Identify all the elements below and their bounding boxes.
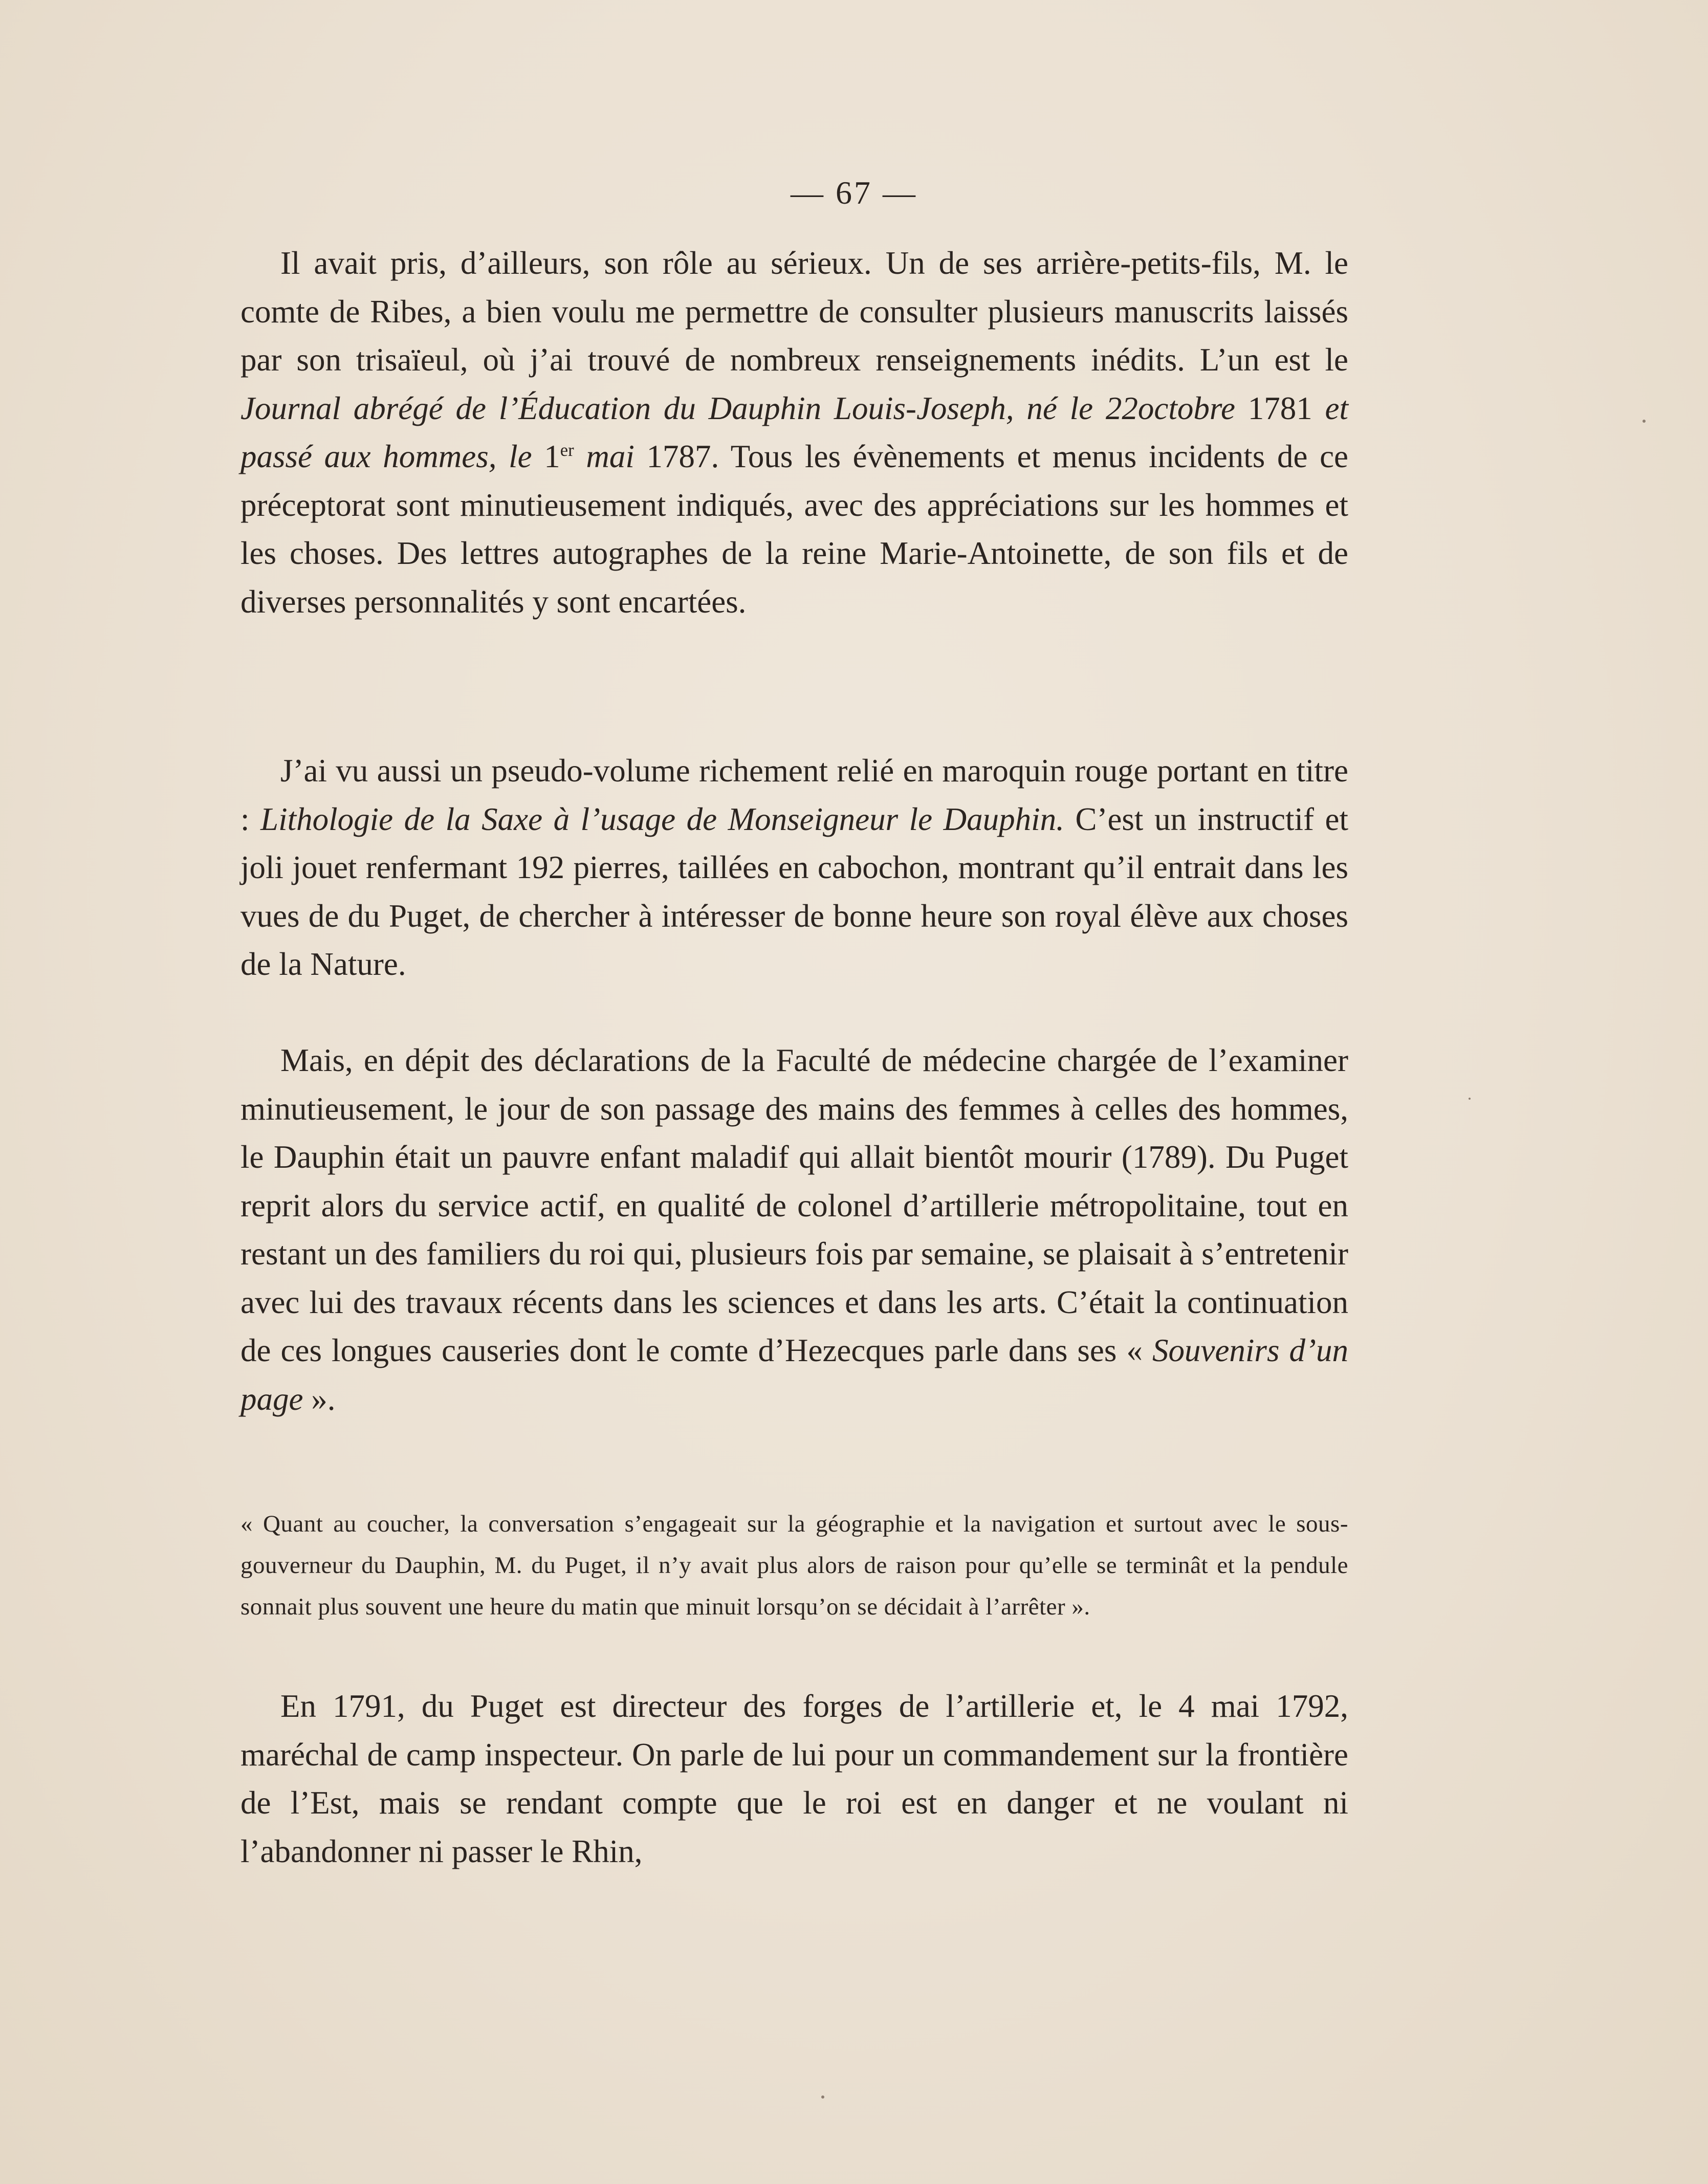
- paper-speck: [821, 2095, 824, 2099]
- page-number: — 67 —: [791, 174, 917, 211]
- ordinal-superscript: er: [560, 441, 574, 460]
- block-quote-text: « Quant au coucher, la conversation s’engageait sur la géographie et la navigation et surtout avec le sous-gouverneur du Dauphin, M. du Puget, il n’y avait plus alors de raison pour qu’elle se terminât et la pendule sonnait plus souvent une heure du matin que minuit lorsqu’on se décidait à l’arrêter ».: [240, 1511, 1348, 1620]
- paragraph-2: [240, 747, 1348, 989]
- souvenirs-title-italic: Souvenirs d’un page: [240, 1333, 1348, 1417]
- mai-italic: mai: [574, 439, 634, 474]
- paragraph-3: [240, 1036, 1348, 1423]
- paragraph-1-part-c: 1781: [1235, 390, 1325, 426]
- paragraph-2-part-a: J’ai vu aussi un pseudo-volume richement relié en maroquin rouge portant en titre :: [240, 753, 1348, 837]
- passe-aux-hommes-italic: et passé aux hommes, le: [240, 390, 1349, 474]
- lithologie-title-italic: Lithologie de la Saxe à l’usage de Monseigneur le Dauphin.: [260, 801, 1064, 837]
- paragraph-3-text: [240, 1036, 1348, 1423]
- paragraph-4: [240, 1682, 1348, 1875]
- journal-title-italic: Journal abrégé de l’Éducation du Dauphin Louis-Joseph, né le 22octobre: [240, 390, 1235, 426]
- block-quote: [240, 1503, 1348, 1628]
- paragraph-1-part-e: 1: [532, 439, 560, 474]
- paragraph-1-part-g: 1787. Tous les évènements et menus incidents de ce préceptorat sont minutieusement indiqués, avec des appréciations sur les hommes et les choses. Des lettres autographes de la reine Marie-Antoinette, de son fils et de diverses personnalités y sont encartées.: [240, 439, 1349, 620]
- paragraph-2-text: [240, 747, 1348, 989]
- paragraph-3-part-c: ».: [303, 1381, 336, 1417]
- paper-speck: [1469, 1098, 1471, 1100]
- paragraph-3-part-a: Mais, en dépit des déclarations de la Faculté de médecine chargée de l’examiner minutieusement, le jour de son passage des mains des femmes à celles des hommes, le Dauphin était un pauvre enfant maladif qui allait bientôt mourir (1789). Du Puget reprit alors du service actif, en qualité de colonel d’artillerie métropolitaine, tout en restant un des familiers du roi qui, plusieurs fois par semaine, se plaisait à s’entretenir avec lui des travaux récents dans les sciences et dans les arts. C’était la continuation de ces longues causeries dont le comte d’Hezecques parle dans ses «: [240, 1042, 1348, 1368]
- paragraph-2-part-c: C’est un instructif et joli jouet renfermant 192 pierres, taillées en cabochon, montrant qu’il entrait dans les vues de du Puget, de chercher à intéresser de bonne heure son royal élève aux choses de la Nature.: [240, 801, 1348, 982]
- paragraph-1: [240, 239, 1348, 626]
- paragraph-1-part-a: Il avait pris, d’ailleurs, son rôle au sérieux. Un de ses arrière-petits-fils, M. le comte de Ribes, a bien voulu me permettre de consulter plusieurs manuscrits laissés par son trisaïeul, où j’ai trouvé de nombreux renseignements inédits. L’un est le: [240, 245, 1348, 378]
- paragraph-4-text: En 1791, du Puget est directeur des forges de l’artillerie et, le 4 mai 1792, maréchal de camp inspecteur. On parle de lui pour un commandement sur la frontière de l’Est, mais se rendant compte que le roi est en danger et ne voulant ni l’abandonner ni passer le Rhin,: [240, 1688, 1348, 1869]
- paper-speck: [1643, 420, 1646, 423]
- paragraph-1-text: [240, 239, 1348, 626]
